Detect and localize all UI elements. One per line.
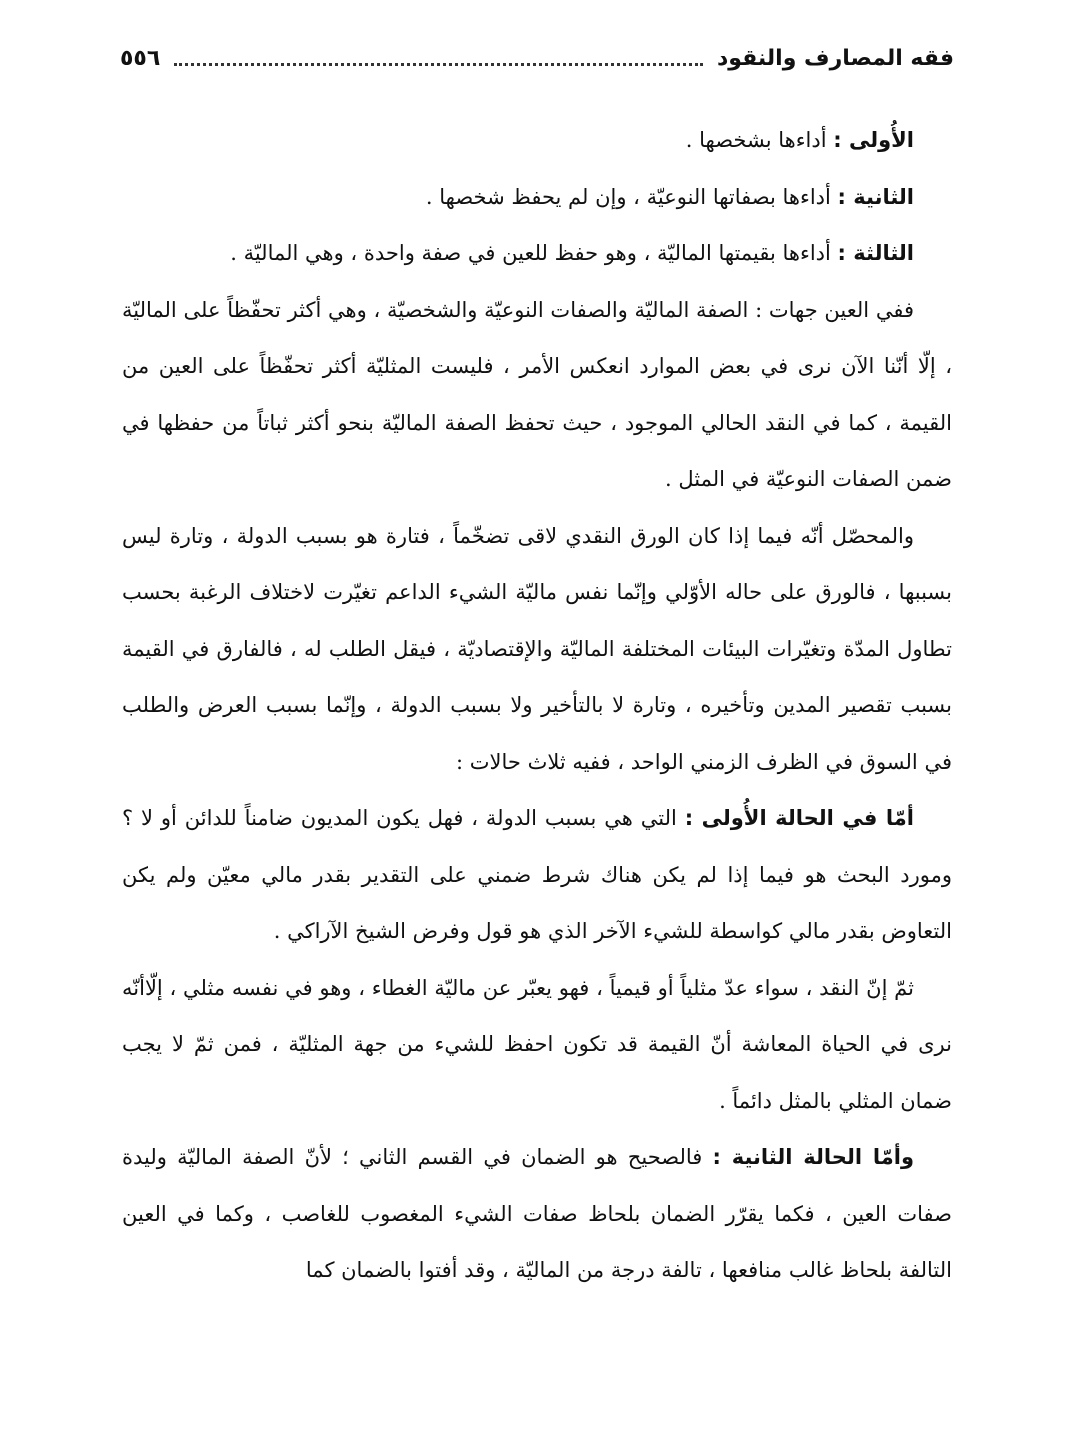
paragraph-text: والمحصّل أنّه فيما إذا كان الورق النقدي لاقى تضخّماً ، فتارة هو بسبب الدولة ، وتارة ليس بسببها ، فالورق على حاله الأوّلي وإنّما نفس ماليّة الشيء الداعم تغيّرت لاختلاف الرغبة بحسب تطاول المدّة وتغيّرات البيئات المختلفة الماليّة والإقتصاديّة ، فيقل الطلب له ، فالفارق في القيمة بسبب تقصير المدين وتأخيره ، وتارة لا بالتأخير ولا بسبب الدولة ، وإنّما بسبب العرض والطلب في السوق في الظرف الزمني الواحد ، ففيه ثلاث حالات : (122, 523, 952, 774)
paragraph-lead: الثانية : (837, 184, 914, 209)
page-number: ٥٥٦ (120, 45, 161, 71)
paragraph-lead: وأمّا الحالة الثانية : (712, 1145, 914, 1169)
paragraph-second-case (122, 169, 952, 226)
paragraph-text: أداءها بقيمتها الماليّة ، وهو حفظ للعين في صفة واحدة ، وهي الماليّة . (230, 241, 838, 265)
paragraph-text: أداءها بصفاتها النوعيّة ، وإن لم يحفظ شخصها . (425, 184, 838, 209)
paragraph-text: فالصحيح هو الضمان في القسم الثاني ؛ لأنّ الصفة الماليّة وليدة صفات العين ، فكما يقرّر الضمان بلحاظ صفات الشيء المغصوب للغاصب ، وكما في العين التالفة بلحاظ غالب منافعها ، تالفة درجة من الماليّة ، وقد أفتوا بالضمان كما (122, 1145, 952, 1282)
paragraph-lead: الأُولى : (833, 128, 914, 152)
paragraph-text: أداءها بشخصها . (685, 128, 834, 152)
paragraph-state-one (122, 790, 952, 960)
running-title: فقه المصارف والنقود (717, 45, 954, 71)
paragraph-third-case (122, 225, 952, 282)
paragraph-text: ففي العين جهات : الصفة الماليّة والصفات النوعيّة والشخصيّة ، وهي أكثر تحفّظاً على الماليّة ، إلّا أنّنا الآن نرى في بعض الموارد انعكس الأمر ، فليست المثليّة أكثر تحفّظاً على العين من القيمة ، كما في النقد الحالي الموجود ، حيث تحفظ الصفة الماليّة بنحو أكثر ثباتاً من حفظها في ضمن الصفات النوعيّة في المثل . (122, 297, 952, 491)
running-header (120, 38, 954, 78)
paragraph-aspects (122, 282, 952, 508)
paragraph-lead: أمّا في الحالة الأُولى : (684, 806, 915, 830)
header-dotted-leader (174, 63, 703, 66)
paragraph-lead: الثالثة : (837, 241, 914, 265)
paragraph-text: ثمّ إنّ النقد ، سواء عدّ مثلياً أو قيمياً ، فهو يعبّر عن ماليّة الغطاء ، وهو في نفسه مثلي ، إلّاأنّه نرى في الحياة المعاشة أنّ القيمة قد تكون احفظ للشيء من جهة المثليّة ، فمن ثمّ لا يجب ضمان المثلي بالمثل دائماً . (122, 975, 952, 1113)
paragraph-first-case (122, 112, 952, 169)
paragraph-summary (122, 508, 952, 791)
paragraph-money (122, 960, 952, 1130)
paragraph-state-two (122, 1129, 952, 1299)
paragraph-text: التي هي بسبب الدولة ، فهل يكون المديون ضامناً للدائن أو لا ؟ ومورد البحث هو فيما إذا لم يكن هناك شرط ضمني على التقدير بقدر مالي معيّن ولم يكن التعاوض بقدر مالي كواسطة للشيء الآخر الذي هو قول وفرض الشيخ الآراكي . (122, 806, 952, 943)
page-body (122, 112, 952, 1299)
